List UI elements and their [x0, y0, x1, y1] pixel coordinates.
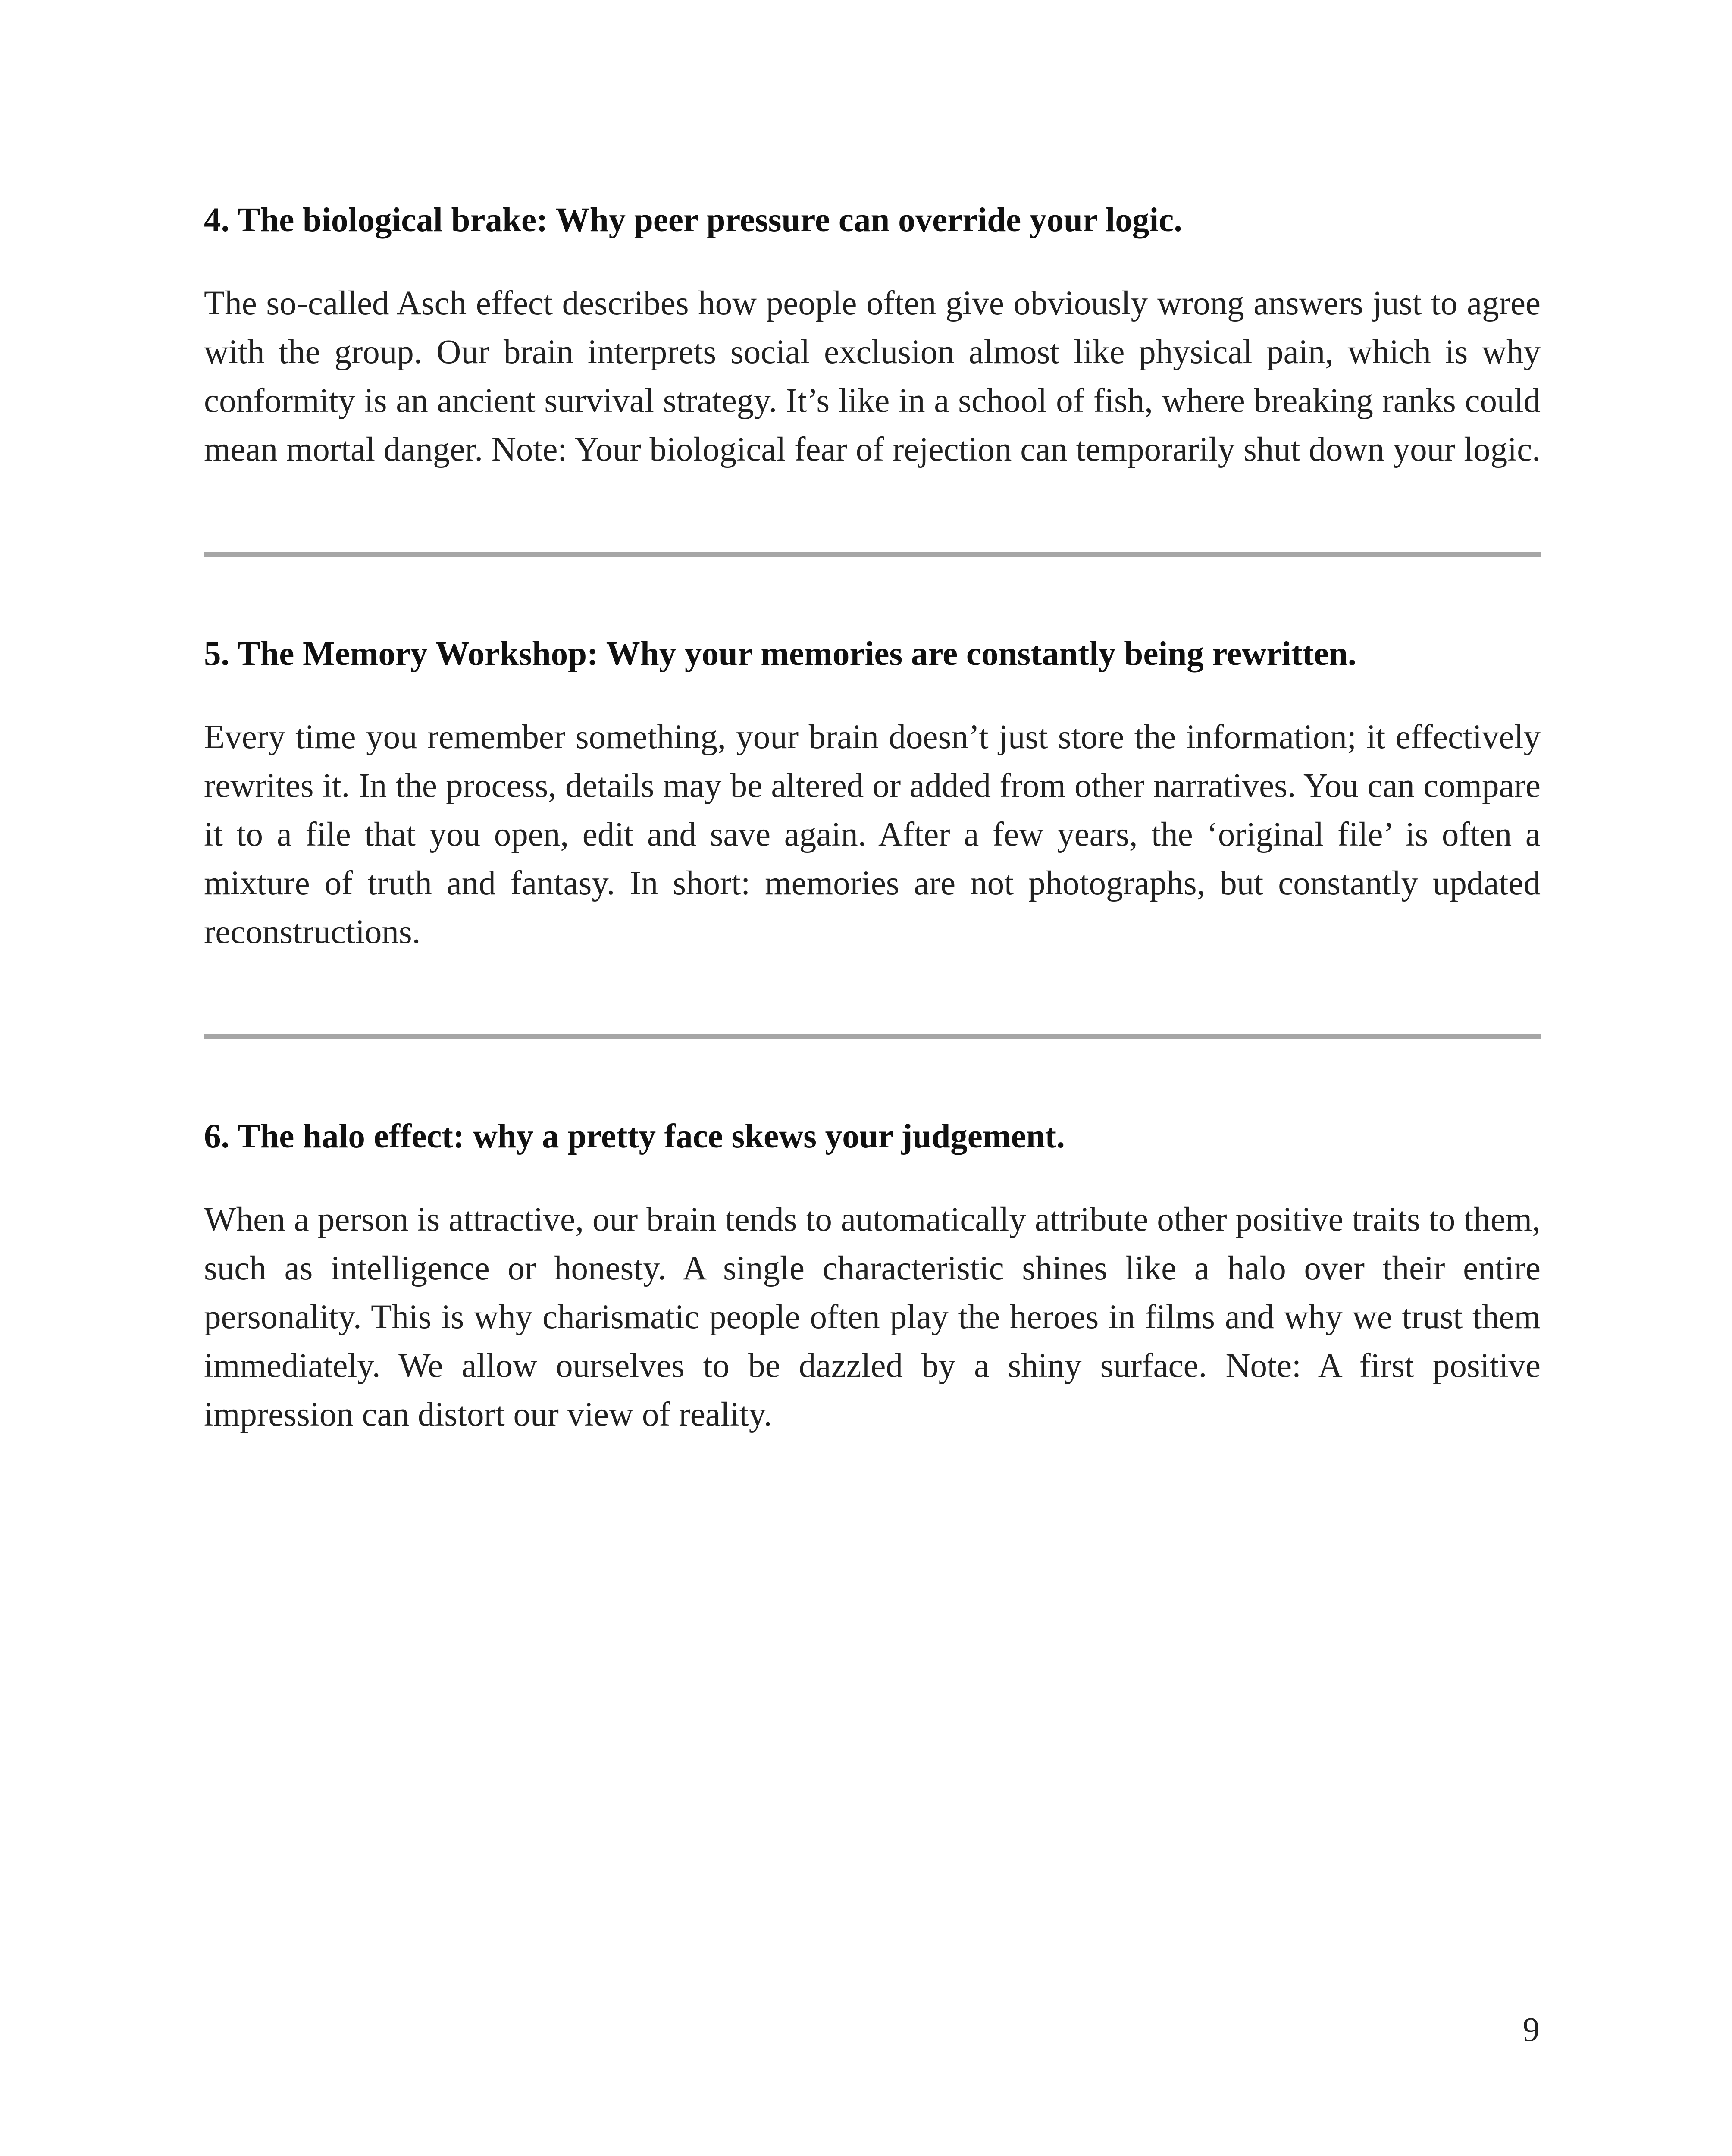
- section-5: [204, 630, 1541, 956]
- section-body: Every time you remember something, your brain doesn’t just store the information; it effectively rewrites it. In the process, details may be altered or added from other narratives. You can compare it to a file that you open, edit and save again. After a few years, the ‘original file’ is often a mixture of truth and fantasy. In short: memories are not photographs, but constantly updated reconstructions.: [204, 718, 1541, 951]
- page-number: 9: [1522, 2011, 1540, 2049]
- section-divider: [204, 552, 1541, 557]
- section-6: [204, 1112, 1541, 1439]
- section-heading: 4. The biological brake: Why peer pressure can override your logic.: [204, 201, 1183, 239]
- page-content: [204, 196, 1541, 1439]
- section-heading: 5. The Memory Workshop: Why your memories are constantly being rewritten.: [204, 635, 1356, 673]
- section-divider: [204, 1034, 1541, 1039]
- section-body: When a person is attractive, our brain tends to automatically attribute other positive traits to them, such as intelligence or honesty. A single characteristic shines like a halo over their entire personality. This is why charismatic people often play the heroes in films and why we trust them immediately. We allow ourselves to be dazzled by a shiny surface. Note: A first positive impression can distort our view of reality.: [204, 1201, 1541, 1433]
- section-body: The so-called Asch effect describes how people often give obviously wrong answers just to agree with the group. Our brain interprets social exclusion almost like physical pain, which is why conformity is an ancient survival strategy. It’s like in a school of fish, where breaking ranks could mean mortal danger. Note: Your biological fear of rejection can temporarily shut down your logic.: [204, 285, 1541, 468]
- section-4: [204, 196, 1541, 474]
- section-heading: 6. The halo effect: why a pretty face skews your judgement.: [204, 1118, 1065, 1155]
